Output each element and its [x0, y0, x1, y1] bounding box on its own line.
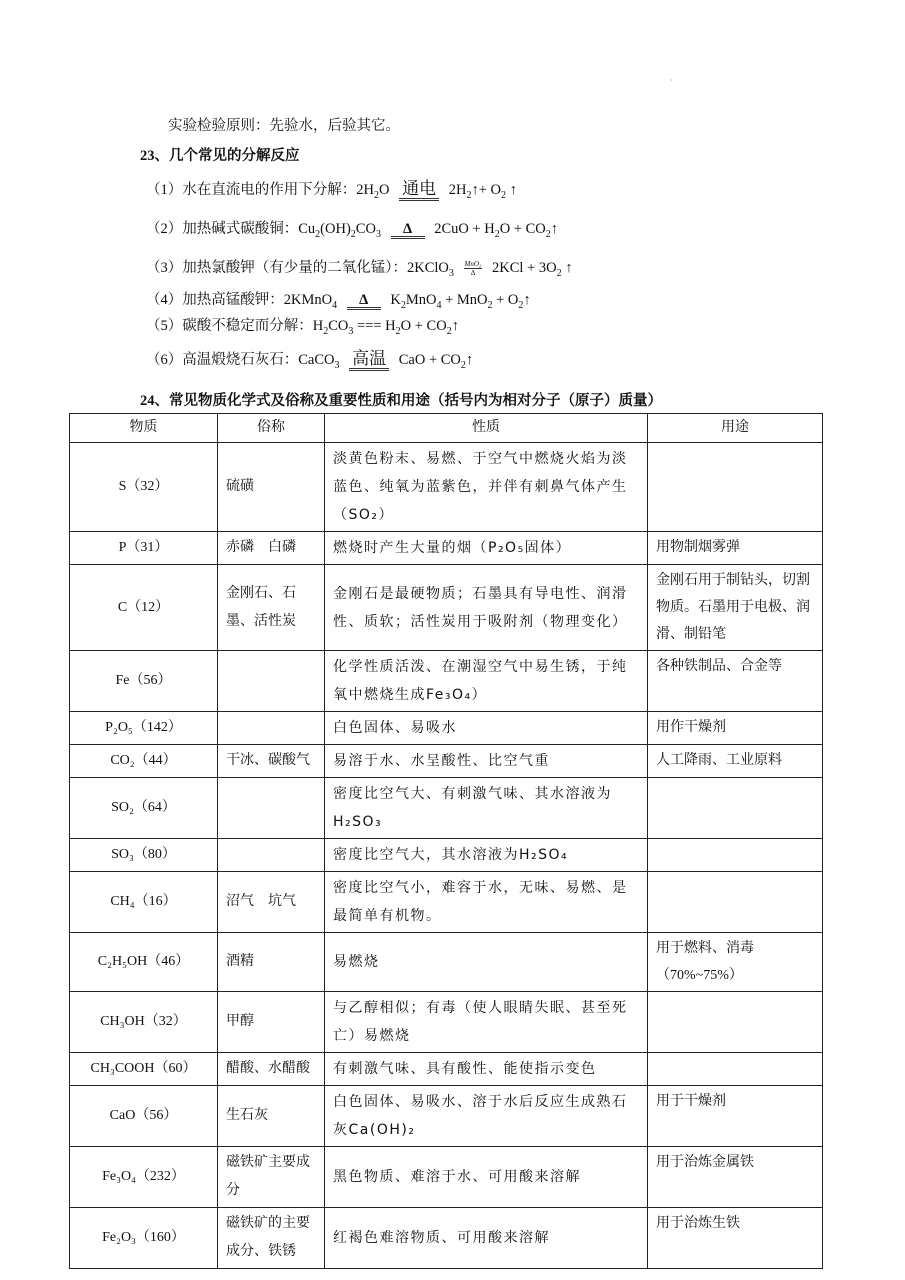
table-row — [70, 443, 823, 532]
cell-property: 燃烧时产生大量的烟（P₂O₅固体） — [325, 532, 648, 565]
cell-substance: Fe₂O₃（160） — [70, 1208, 218, 1269]
reaction-1: （1）水在直流电的作用下分解：$2H_2O$ 通电 $2H_2↑+ O_2$ ↑ — [146, 179, 517, 201]
table-row — [70, 565, 823, 651]
cell-alias: 金刚石、石墨、活性炭 — [218, 565, 325, 651]
reaction-2: （2）加热碱式碳酸铜：$Cu_2(OH)_2CO_3$ Δ $2CuO + H_2O$ + $CO_2↑$ — [146, 221, 559, 240]
cell-use: 用于燃料、消毒（70%~75%） — [648, 933, 823, 992]
cell-alias: 醋酸、水醋酸 — [218, 1053, 325, 1086]
cell-use: 用于治炼金属铁 — [648, 1147, 823, 1208]
table-row — [70, 933, 823, 992]
condition-catalyst-heat: MnO₂ Δ — [464, 260, 482, 278]
cell-property: 密度比空气小，难容于水，无味、易燃、是最简单有机物。 — [325, 872, 648, 933]
reaction-3: （3）加热氯酸钾（有少量的二氧化锰）：2KClO$_3$ MnO₂ Δ $2KCl + 3O_2$ ↑ — [146, 260, 573, 279]
table-row — [70, 1208, 823, 1269]
cell-substance: C₂H₅OH（46） — [70, 933, 218, 992]
cell-substance: CH₃OH（32） — [70, 992, 218, 1053]
table-row — [70, 1147, 823, 1208]
cell-alias: 干冰、碳酸气 — [218, 745, 325, 778]
header-property: 性质 — [325, 414, 648, 443]
table-row — [70, 778, 823, 839]
stray-mark: · — [670, 76, 673, 85]
table-row — [70, 532, 823, 565]
cell-use: 金刚石用于制钻头，切割物质。石墨用于电极、润滑、制铅笔 — [648, 565, 823, 651]
section-24-title: 24、常见物质化学式及俗称及重要性质和用途（括号内为相对分子（原子）质量） — [140, 393, 662, 409]
cell-property: 化学性质活泼、在潮湿空气中易生锈，于纯氧中燃烧生成Fe₃O₄） — [325, 651, 648, 712]
condition-high-temp: 高温 — [349, 350, 389, 371]
table-row — [70, 1086, 823, 1147]
cell-alias: 磁铁矿的主要成分、铁锈 — [218, 1208, 325, 1269]
table-row — [70, 992, 823, 1053]
cell-use — [648, 778, 823, 839]
cell-use: 用于治炼生铁 — [648, 1208, 823, 1269]
section-23-title: 23、几个常见的分解反应 — [140, 148, 300, 164]
cell-substance: CaO（56） — [70, 1086, 218, 1147]
cell-property: 易溶于水、水呈酸性、比空气重 — [325, 745, 648, 778]
cell-substance: CH₄（16） — [70, 872, 218, 933]
condition-electrolysis: 通电 — [399, 180, 439, 201]
header-use: 用途 — [648, 414, 823, 443]
table-row — [70, 1053, 823, 1086]
cell-alias: 酒精 — [218, 933, 325, 992]
cell-use: 用于干燥剂 — [648, 1086, 823, 1147]
cell-use — [648, 839, 823, 872]
cell-property: 红褐色难溶物质、可用酸来溶解 — [325, 1208, 648, 1269]
table-row — [70, 712, 823, 745]
cell-property: 易燃烧 — [325, 933, 648, 992]
cell-alias — [218, 778, 325, 839]
header-substance: 物质 — [70, 414, 218, 443]
cell-property: 有刺激气味、具有酸性、能使指示变色 — [325, 1053, 648, 1086]
cell-alias — [218, 839, 325, 872]
cell-property: 淡黄色粉末、易燃、于空气中燃烧火焰为淡蓝色、纯氧为蓝紫色，并伴有刺鼻气体产生（SO₂） — [325, 443, 648, 532]
cell-substance: Fe₃O₄（232） — [70, 1147, 218, 1208]
cell-substance: Fe（56） — [70, 651, 218, 712]
cell-use: 人工降雨、工业原料 — [648, 745, 823, 778]
table-row — [70, 745, 823, 778]
cell-use — [648, 443, 823, 532]
cell-use — [648, 992, 823, 1053]
cell-alias — [218, 712, 325, 745]
cell-substance: CH₃COOH（60） — [70, 1053, 218, 1086]
cell-substance: CO₂（44） — [70, 745, 218, 778]
cell-property: 白色固体、易吸水 — [325, 712, 648, 745]
cell-use: 用物制烟雾弹 — [648, 532, 823, 565]
reaction-5: （5）碳酸不稳定而分解：$H_2CO_3$ === $H_2O$ + $CO_2↑$ — [146, 318, 459, 337]
cell-use — [648, 872, 823, 933]
table-row — [70, 872, 823, 933]
cell-use: 用作干燥剂 — [648, 712, 823, 745]
cell-property: 与乙醇相似；有毒（使人眼睛失眠、甚至死亡）易燃烧 — [325, 992, 648, 1053]
cell-alias: 赤磷 白磷 — [218, 532, 325, 565]
cell-alias — [218, 651, 325, 712]
cell-substance: SO₃（80） — [70, 839, 218, 872]
cell-use — [648, 1053, 823, 1086]
cell-alias: 硫磺 — [218, 443, 325, 532]
reaction-4: （4）加热高锰酸钾：2KMnO$_4$ Δ $K_2MnO_4 + MnO_2$ + $O_2↑$ — [146, 292, 531, 311]
cell-substance: P（31） — [70, 532, 218, 565]
cell-property: 黑色物质、难溶于水、可用酸来溶解 — [325, 1147, 648, 1208]
principle-line: 实验检验原则：先验水，后验其它。 — [168, 118, 400, 134]
cell-alias: 沼气 坑气 — [218, 872, 325, 933]
cell-alias: 生石灰 — [218, 1086, 325, 1147]
table-row — [70, 651, 823, 712]
condition-heat: Δ — [347, 293, 381, 310]
reaction-6: （6）高温煅烧石灰石：CaCO$_3$ 高温 CaO + $CO_2↑$ — [146, 349, 474, 371]
cell-use: 各种铁制品、合金等 — [648, 651, 823, 712]
condition-heat: Δ — [391, 222, 425, 239]
table-header-row — [70, 414, 823, 443]
cell-property: 密度比空气大，其水溶液为H₂SO₄ — [325, 839, 648, 872]
cell-alias: 甲醇 — [218, 992, 325, 1053]
cell-substance: P₂O₅（142） — [70, 712, 218, 745]
cell-substance: S（32） — [70, 443, 218, 532]
cell-substance: C（12） — [70, 565, 218, 651]
cell-alias: 磁铁矿主要成分 — [218, 1147, 325, 1208]
table-row — [70, 839, 823, 872]
cell-substance: SO₂（64） — [70, 778, 218, 839]
substance-table — [69, 413, 823, 1269]
header-alias: 俗称 — [218, 414, 325, 443]
cell-property: 金刚石是最硬物质；石墨具有导电性、润滑性、质软；活性炭用于吸附剂（物理变化） — [325, 565, 648, 651]
cell-property: 白色固体、易吸水、溶于水后反应生成熟石灰Ca(OH)₂ — [325, 1086, 648, 1147]
cell-property: 密度比空气大、有刺激气味、其水溶液为H₂SO₃ — [325, 778, 648, 839]
